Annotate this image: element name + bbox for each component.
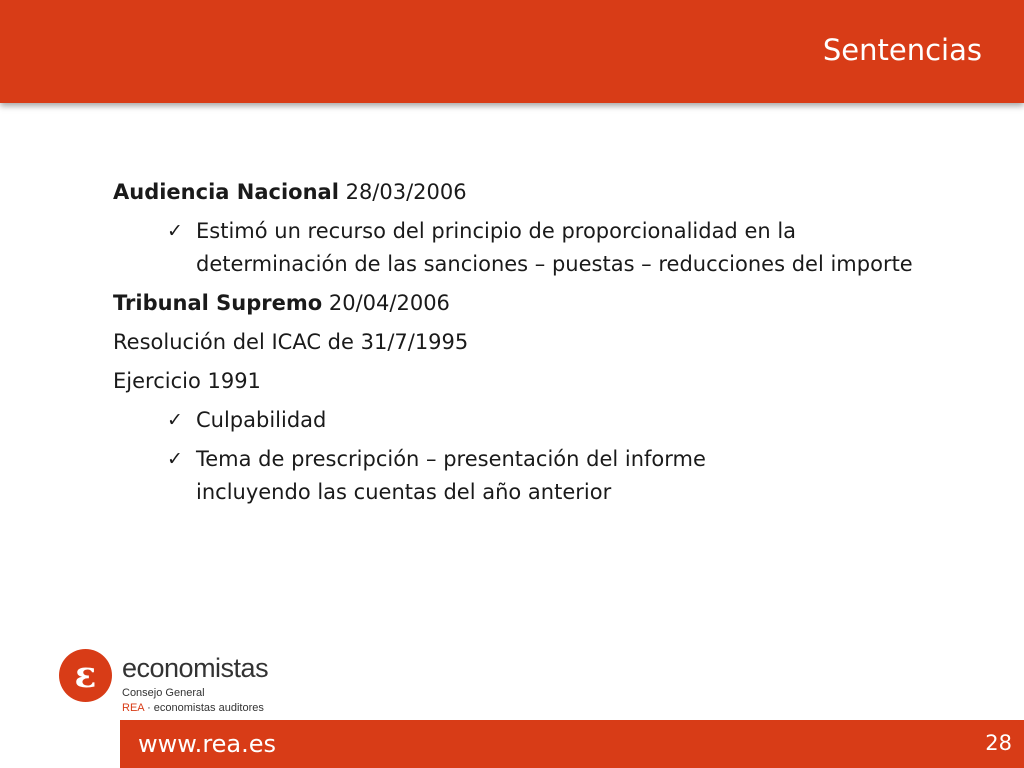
item-bold-label: Audiencia Nacional xyxy=(113,180,339,204)
subitem-text: Culpabilidad xyxy=(196,408,327,432)
checkmark-icon: ✓ xyxy=(167,220,183,242)
content-item-ejercicio: Ejercicio 1991 xyxy=(113,369,261,393)
item-date: 20/04/2006 xyxy=(322,291,450,315)
slide-header xyxy=(0,0,1024,103)
content-item-supremo xyxy=(113,287,933,320)
content-subitem xyxy=(167,404,916,437)
logo-rea: REA xyxy=(122,702,145,714)
logo-tagline xyxy=(122,702,264,714)
content-item-audiencia xyxy=(113,176,933,209)
economistas-logo xyxy=(59,649,299,713)
footer-url: www.rea.es xyxy=(138,730,277,758)
checkmark-icon: ✓ xyxy=(167,409,183,431)
content-subitem xyxy=(167,443,796,509)
content-item-resolucion: Resolución del ICAC de 31/7/1995 xyxy=(113,330,469,354)
checkmark-icon: ✓ xyxy=(167,448,183,470)
logo-tagline-rest: · economistas auditores xyxy=(144,702,264,714)
slide-content xyxy=(113,176,933,515)
subitem-text: Estimó un recurso del principio de proporcionalidad en la determinación de las sanciones – puestas – reducciones del importe xyxy=(196,219,913,276)
subitem-text: Tema de prescripción – presentación del informe incluyendo las cuentas del año anterior xyxy=(196,447,706,504)
content-subitem xyxy=(167,215,916,281)
logo-e-icon: ε xyxy=(74,654,97,696)
slide-footer xyxy=(120,720,1024,768)
logo-name: economistas xyxy=(122,653,269,683)
item-bold-label: Tribunal Supremo xyxy=(113,291,323,315)
logo-subtitle: Consejo General xyxy=(122,687,205,699)
slide-title: Sentencias xyxy=(822,33,982,67)
page-number: 28 xyxy=(985,731,1012,755)
item-date: 28/03/2006 xyxy=(338,180,467,204)
